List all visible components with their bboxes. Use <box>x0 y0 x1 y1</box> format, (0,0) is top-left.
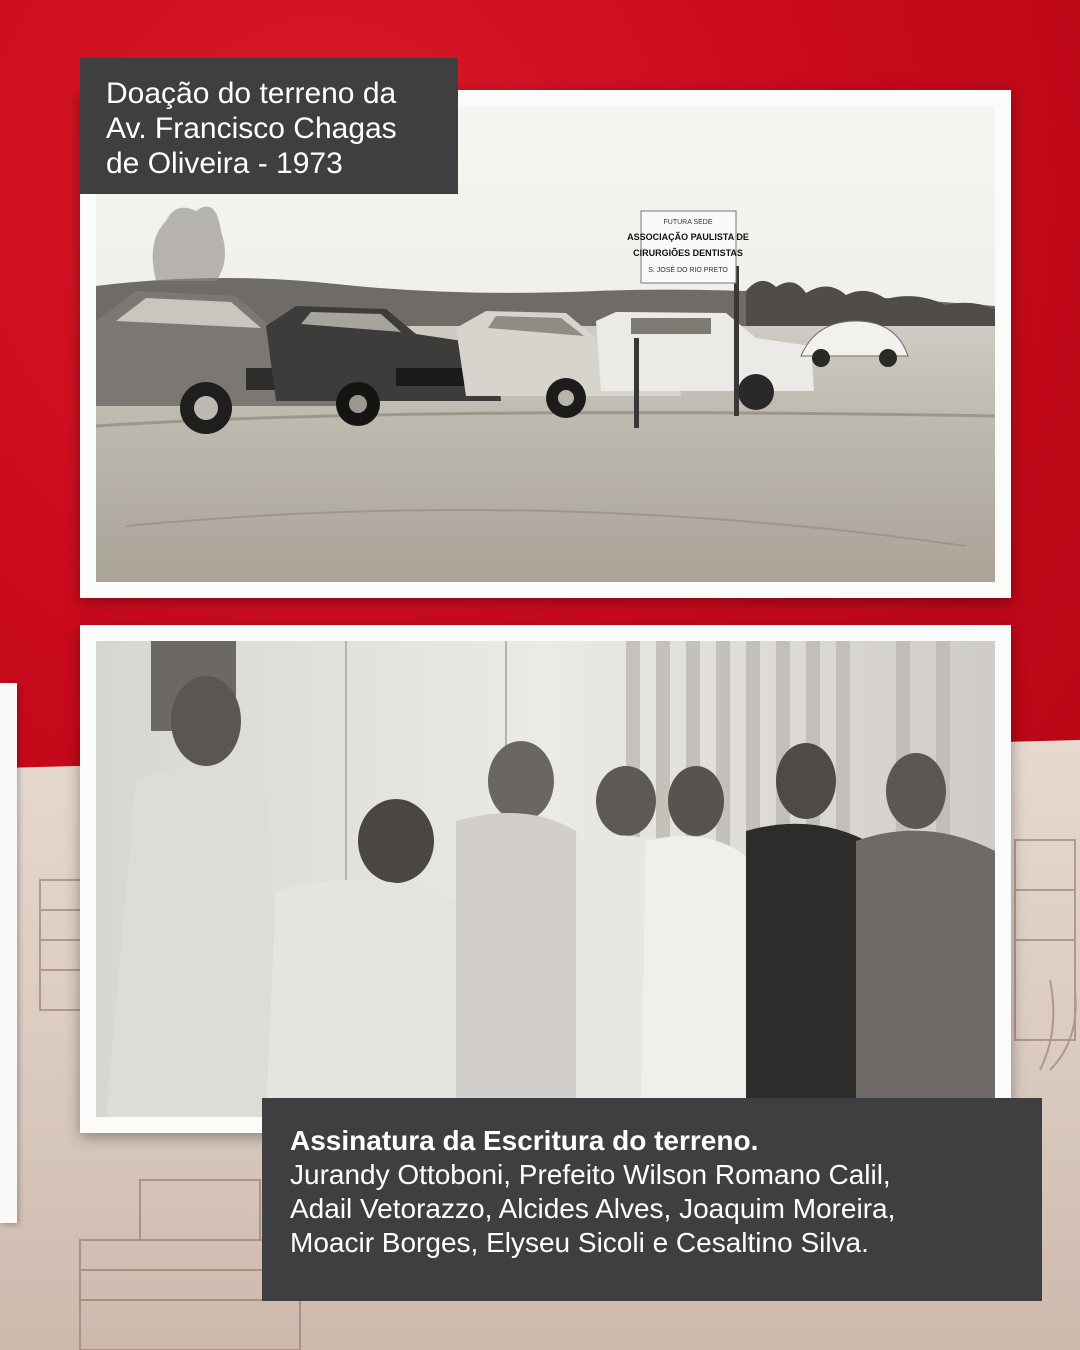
bottom-photo-frame <box>80 625 1011 1133</box>
bottom-caption <box>262 1098 1042 1301</box>
top-caption-line-3: de Oliveira - 1973 <box>106 147 343 180</box>
bottom-caption-title: Assinatura da Escritura do terreno. <box>290 1125 759 1156</box>
signing-meeting-photo <box>96 641 995 1117</box>
top-caption <box>80 58 458 194</box>
top-caption-line-2: Av. Francisco Chagas <box>106 112 397 145</box>
svg-text:ASSOCIAÇÃO PAULISTA DE: ASSOCIAÇÃO PAULISTA DE <box>627 232 749 242</box>
bottom-caption-line-3: Moacir Borges, Elyseu Sicoli e Cesaltino Silva. <box>290 1227 869 1258</box>
top-caption-line-1: Doação do terreno da <box>106 77 397 110</box>
partial-photo-edge <box>0 683 17 1223</box>
svg-text:FUTURA SEDE: FUTURA SEDE <box>663 219 713 226</box>
bottom-photo <box>96 641 995 1117</box>
bottom-caption-line-2: Adail Vetorazzo, Alcides Alves, Joaquim Moreira, <box>290 1193 896 1224</box>
bottom-caption-line-1: Jurandy Ottoboni, Prefeito Wilson Romano Calil, <box>290 1159 891 1190</box>
svg-text:S. JOSÉ DO RIO PRETO: S. JOSÉ DO RIO PRETO <box>648 267 728 274</box>
svg-text:CIRURGIÕES DENTISTAS: CIRURGIÕES DENTISTAS <box>633 248 743 258</box>
